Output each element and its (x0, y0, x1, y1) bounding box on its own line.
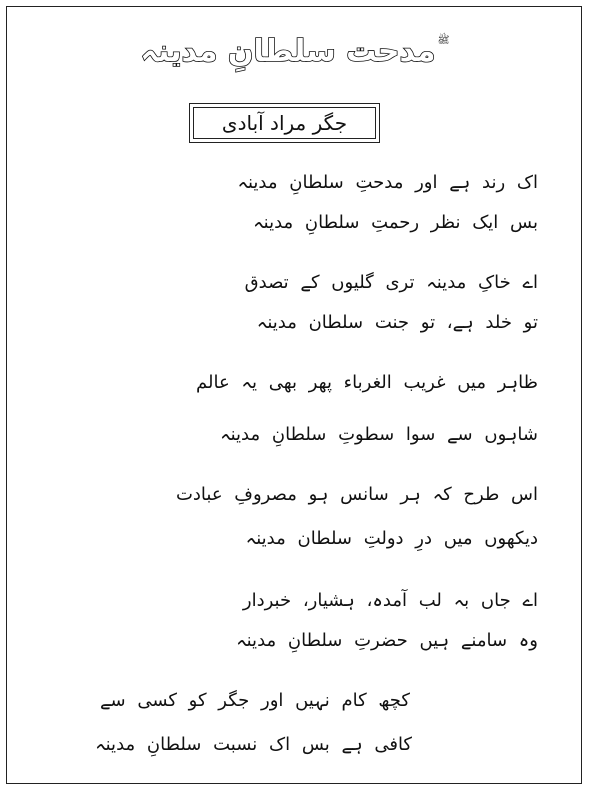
poet-name-inner-frame (193, 107, 376, 139)
verse-line-9: اے جاں بہ لب آمدہ، ہشیار، خبردار (242, 590, 538, 611)
poet-name: جگر مراد آبادی (221, 111, 348, 135)
poet-name-box (189, 103, 380, 143)
verse-line-5: ظاہر میں غریب الغرباء پھر بھی یہ عالم (196, 372, 538, 393)
honorific-mark: ﷺ (437, 35, 450, 46)
verse-line-8: دیکھوں میں درِ دولتِ سلطان مدینہ (245, 528, 538, 549)
verse-line-7: اس طرح کہ ہر سانس ہو مصروفِ عبادت (175, 484, 538, 505)
verse-line-1: اک رند ہے اور مدحتِ سلطانِ مدینہ (237, 172, 538, 193)
verse-line-2: بس ایک نظر رحمتِ سلطانِ مدینہ (253, 212, 538, 233)
verse-line-12: کافی ہے بس اک نسبت سلطانِ مدینہ (95, 734, 412, 755)
title-block (0, 34, 590, 69)
title-text: مدحت سلطانِ مدینہ (140, 34, 436, 69)
page-title (140, 34, 449, 69)
verse-line-3: اے خاکِ مدینہ تری گلیوں کے تصدق (244, 272, 538, 293)
verse-line-6: شاہوں سے سوا سطوتِ سلطانِ مدینہ (220, 424, 538, 445)
verse-line-10: وہ سامنے ہیں حضرتِ سلطانِ مدینہ (236, 630, 538, 651)
verse-line-4: تو خلد ہے، تو جنت سلطان مدینہ (256, 312, 538, 333)
verse-line-11: کچھ کام نہیں اور جگر کو کسی سے (99, 690, 410, 711)
